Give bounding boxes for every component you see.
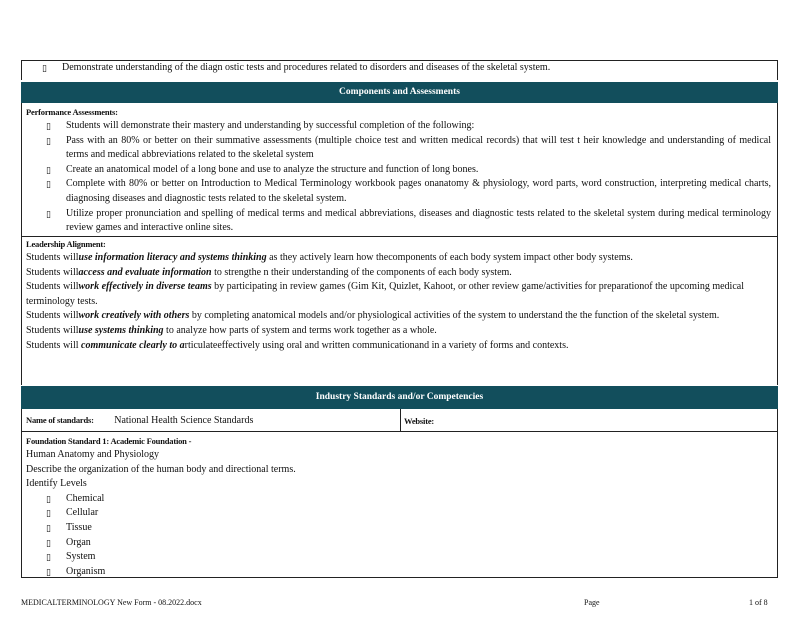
bullet-icon: ▯ [46, 537, 51, 548]
bullet-icon: ▯ [46, 493, 51, 504]
leadership-item: Students willuse information literacy and systems thinking as they actively learn how thecomponents of each body system impact other body systems. [26, 252, 633, 263]
leadership-item: Students will communicate clearly to articulateeffectively using oral and written communicationand in a variety of forms and contexts. [26, 339, 569, 351]
leadership-box [21, 236, 778, 385]
leadership-label: Leadership Alignment: [26, 239, 106, 249]
top-list-item [22, 61, 777, 76]
bullet-icon: ▯ [46, 164, 51, 175]
foundation-box [21, 431, 778, 578]
bullet-icon: ▯ [46, 121, 51, 131]
leadership-item: Students willaccess and evaluate information to strengthe n their understanding of the components of each body system. [26, 266, 512, 278]
top-item-box [21, 60, 778, 80]
bullet-icon: ▯ [46, 566, 51, 577]
level-item: ▯ System [26, 550, 771, 565]
level-item: ▯ Cellular [26, 506, 771, 521]
bullet-icon: ▯ [46, 208, 51, 219]
performance-box [21, 103, 778, 237]
top-item-text: Demonstrate understanding of the diagn ostic tests and procedures related to disorders and diseases of the skeletal system. [62, 62, 551, 73]
name-of-standards-label: Name of standards: [26, 415, 94, 425]
bullet-icon: ▯ [46, 135, 51, 146]
standards-header-bar [21, 386, 778, 409]
performance-item: ▯ Create an anatomical model of a long bone and use to analyze the structure and function of long bones. [26, 163, 771, 178]
performance-item: ▯ Students will demonstrate their mastery and understanding by successful completion of the following: [26, 119, 771, 134]
performance-item: ▯ Utilize proper pronunciation and spelling of medical terms and medical abbreviations, diseases and diagnostic tests related to the skeletal system during medical terminology review games and interactive online sites. [46, 207, 771, 234]
foundation-line: Describe the organization of the human body and directional terms. [26, 463, 296, 475]
level-item: ▯ Organism [26, 565, 771, 580]
website-label: Website: [404, 416, 435, 426]
foundation-line: Identify Levels [26, 478, 87, 490]
bullet-icon: ▯ [42, 63, 47, 73]
foundation-line: Human Anatomy and Physiology [26, 449, 160, 460]
footer-page-number: 1 of 8 [749, 598, 768, 607]
footer-page-label: Page [584, 598, 600, 607]
level-item: ▯ Tissue [26, 521, 771, 536]
standards-name-row [21, 409, 778, 431]
footer-filename: MEDICALTERMINOLOGY New Form - 08.2022.docx [21, 598, 202, 607]
leadership-item: Students willwork creatively with others by completing anatomical models and/or physiological activities of the system to understand the the function of the skeletal system. [26, 310, 720, 322]
components-header-bar [21, 82, 778, 103]
performance-item: ▯ Pass with an 80% or better on their summative assessments (multiple choice test and written medical records) that will test t heir knowledge and understanding of medical terms and medical abbreviations related to the skeletal system [46, 134, 771, 161]
standards-header: Industry Standards and/or Competencies [315, 392, 484, 402]
foundation-label: Foundation Standard 1: Academic Foundation - [26, 436, 192, 446]
bullet-icon: ▯ [46, 552, 51, 563]
performance-label: Performance Assessments: [26, 107, 118, 117]
bullet-icon: ▯ [46, 508, 51, 519]
bullet-icon: ▯ [46, 179, 51, 190]
components-header: Components and Assessments [339, 87, 460, 97]
column-divider [400, 409, 401, 431]
performance-item: ▯ Complete with 80% or better on Introduction to Medical Terminology workbook pages onanatomy & physiology, word parts, word construction, interpreting medical charts, diagnosing diseases and diagnostic tests related to the skeletal system. [46, 178, 771, 204]
leadership-item: Students willuse systems thinking to analyze how parts of system and terms work together as a whole. [26, 324, 437, 336]
level-item: ▯ Chemical [26, 492, 771, 507]
bullet-icon: ▯ [46, 522, 51, 533]
name-of-standards-value: National Health Science Standards [114, 415, 254, 426]
level-item: ▯ Organ [26, 536, 771, 551]
leadership-item: Students willwork effectively in diverse teams by participating in review games (Gim Kit, Quizlet, Kahoot, or other review game/activities for preparationof the upcoming medical terminology tests. [26, 281, 744, 307]
